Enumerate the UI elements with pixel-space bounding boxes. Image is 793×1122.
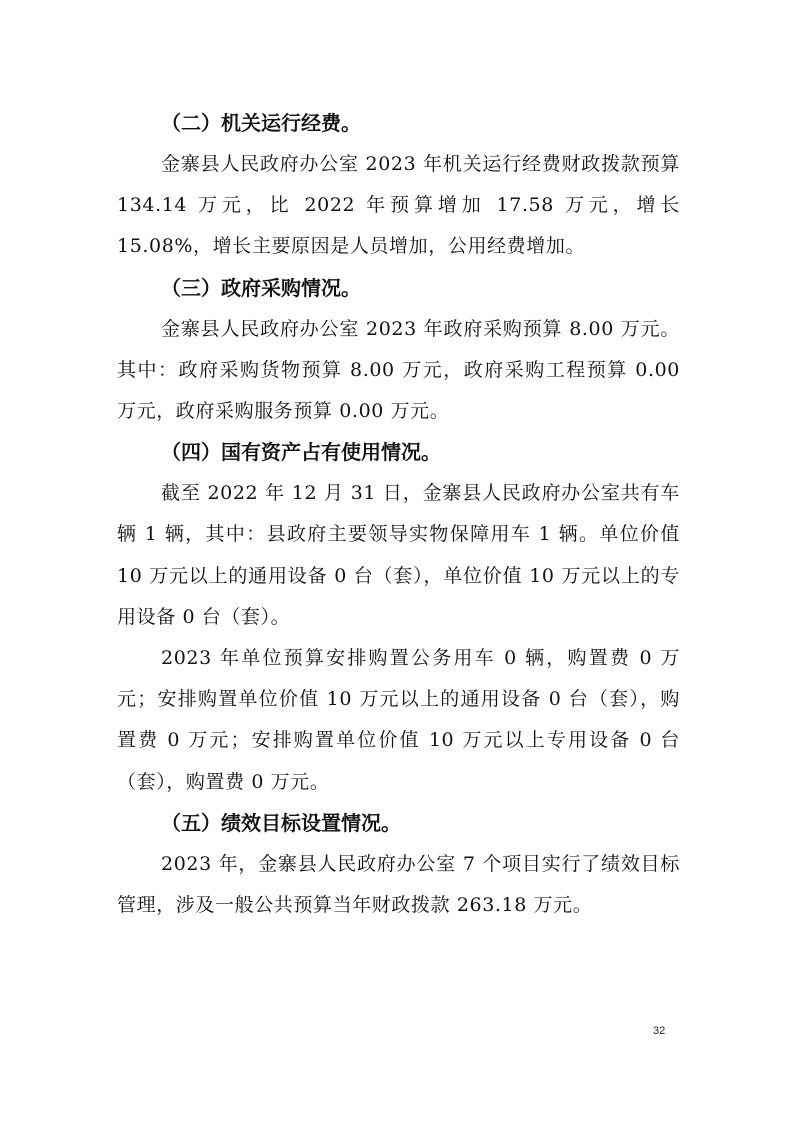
document-body [117,103,680,926]
paragraph-state-assets-holdings: 截至 2022 年 12 月 31 日，金寨县人民政府办公室共有车辆 1 辆，其中：县政府主要领导实物保障用车 1 辆。单位价值 10 万元以上的通用设备 0 台（套），单位价值 10 万元以上的专用设备 0 台（套）。 [117,482,680,628]
section-heading-state-assets: （四）国有资产占有使用情况。 [161,440,441,465]
paragraph-state-assets-purchase-plan: 2023 年单位预算安排购置公务用车 0 辆，购置费 0 万元；安排购置单位价值 10 万元以上的通用设备 0 台（套），购置费 0 万元；安排购置单位价值 10 万元以上专用设备 0 台（套），购置费 0 万元。 [117,647,680,793]
paragraph-government-procurement: 金寨县人民政府办公室 2023 年政府采购预算 8.00 万元。其中：政府采购货物预算 8.00 万元，政府采购工程预算 0.00 万元，政府采购服务预算 0.00 万元。 [117,317,680,423]
paragraph-performance-targets: 2023 年，金寨县人民政府办公室 7 个项目实行了绩效目标管理，涉及一般公共预算当年财政拨款 263.18 万元。 [117,852,680,917]
section-heading-government-procurement: （三）政府采购情况。 [161,275,361,300]
section-heading-performance-targets: （五）绩效目标设置情况。 [161,810,401,835]
section-heading-operating-expenses: （二）机关运行经费。 [161,111,361,135]
page-number: 32 [653,1025,666,1037]
paragraph-operating-expenses: 金寨县人民政府办公室 2023 年机关运行经费财政拨款预算 134.14 万元，比 2022 年预算增加 17.58 万元，增长 15.08%，增长主要原因是人员增加，公用经费增加。 [117,153,680,258]
